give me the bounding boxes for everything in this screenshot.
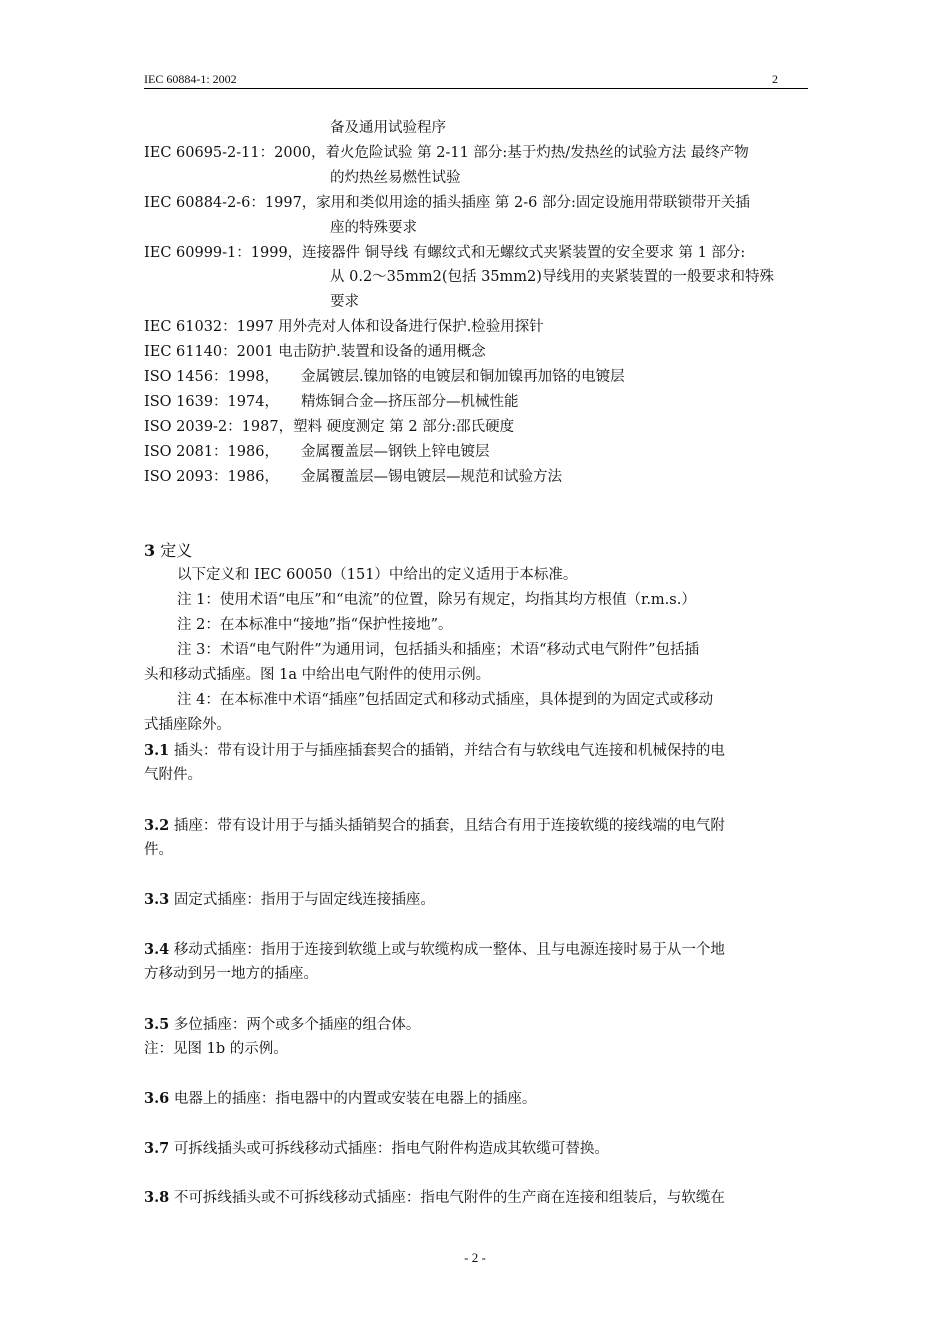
definition-3-4 bbox=[144, 937, 725, 963]
ref-line: 座的特殊要求 bbox=[330, 220, 417, 236]
running-header bbox=[144, 72, 808, 89]
definition-3-2-cont: 件。 bbox=[144, 842, 173, 858]
ref-title: 金属镀层.镍加铬的电镀层和铜加镍再加铬的电镀层 bbox=[300, 369, 625, 385]
definition-number: 3.3 bbox=[144, 891, 170, 908]
ref-line: IEC 60695-2-11：2000，着火危险试验 第 2-11 部分:基于灼热/发热丝的试验方法 最终产物 bbox=[144, 145, 749, 161]
definition-3-8 bbox=[144, 1185, 725, 1211]
definition-3-7 bbox=[144, 1136, 609, 1162]
note-3-cont: 头和移动式插座。图 1a 中给出电气附件的使用示例。 bbox=[144, 667, 491, 683]
definition-number: 3.6 bbox=[144, 1090, 170, 1107]
ref-code: ISO 1639：1974， bbox=[144, 394, 279, 410]
note-2: 注 2：在本标准中“接地”指“保护性接地”。 bbox=[177, 617, 453, 633]
header-page-number: 2 bbox=[772, 72, 778, 86]
ref-line: 要求 bbox=[330, 294, 359, 310]
note-4-cont: 式插座除外。 bbox=[144, 717, 231, 733]
ref-title: 金属覆盖层—锡电镀层—规范和试验方法 bbox=[300, 469, 562, 485]
definition-3-1-cont: 气附件。 bbox=[144, 767, 202, 783]
page-footer: - 2 - bbox=[464, 1250, 486, 1265]
definition-text: 多位插座：两个或多个插座的组合体。 bbox=[169, 1017, 421, 1033]
ref-line bbox=[144, 365, 625, 390]
definition-text: 插座：带有设计用于与插头插销契合的插套，且结合有用于连接软缆的接线端的电气附 bbox=[169, 818, 725, 834]
note-1: 注 1：使用术语“电压”和“电流”的位置，除另有规定，均指其均方根值（r.m.s.） bbox=[177, 592, 696, 608]
definition-3-1 bbox=[144, 738, 725, 764]
definition-number: 3.8 bbox=[144, 1189, 170, 1206]
definition-text: 不可拆线插头或不可拆线移动式插座：指电气附件的生产商在连接和组装后，与软缆在 bbox=[169, 1190, 725, 1206]
section-number: 3 bbox=[144, 541, 156, 560]
definition-text: 插头：带有设计用于与插座插套契合的插销，并结合有与软线电气连接和机械保持的电 bbox=[169, 743, 725, 759]
definition-3-4-cont: 方移动到另一地方的插座。 bbox=[144, 966, 318, 982]
header-standard-id: IEC 60884-1: 2002 bbox=[144, 72, 237, 86]
ref-line: IEC 60884-2-6：1997，家用和类似用途的插头插座 第 2-6 部分:固定设施用带联锁带开关插 bbox=[144, 195, 750, 211]
definition-number: 3.5 bbox=[144, 1016, 170, 1033]
ref-line: IEC 61140：2001 电击防护.装置和设备的通用概念 bbox=[144, 344, 486, 360]
definition-text: 电器上的插座：指电器中的内置或安装在电器上的插座。 bbox=[169, 1091, 537, 1107]
definition-number: 3.4 bbox=[144, 941, 170, 958]
ref-line bbox=[144, 465, 562, 490]
ref-code: ISO 2081：1986， bbox=[144, 444, 279, 460]
definition-3-5-note: 注：见图 1b 的示例。 bbox=[144, 1041, 288, 1057]
definition-3-3 bbox=[144, 887, 435, 913]
ref-line: ISO 2039-2：1987，塑料 硬度测定 第 2 部分:邵氏硬度 bbox=[144, 419, 515, 435]
section-heading bbox=[144, 538, 192, 563]
ref-code: ISO 1456：1998， bbox=[144, 369, 279, 385]
ref-line: IEC 61032：1997 用外壳对人体和设备进行保护.检验用探针 bbox=[144, 319, 544, 335]
definition-3-6 bbox=[144, 1086, 536, 1112]
ref-line: 从 0.2～35mm2(包括 35mm2)导线用的夹紧装置的一般要求和特殊 bbox=[330, 269, 774, 285]
definition-3-5 bbox=[144, 1012, 420, 1038]
ref-line bbox=[144, 440, 489, 465]
definition-text: 可拆线插头或可拆线移动式插座：指电气附件构造成其软缆可替换。 bbox=[169, 1141, 609, 1157]
ref-line: 备及通用试验程序 bbox=[330, 120, 446, 136]
definition-text: 固定式插座：指用于与固定线连接插座。 bbox=[169, 892, 435, 908]
ref-code: ISO 2093：1986， bbox=[144, 469, 279, 485]
section-title: 定义 bbox=[160, 541, 193, 560]
ref-line: IEC 60999-1：1999，连接器件 铜导线 有螺纹式和无螺纹式夹紧装置的安全要求 第 1 部分: bbox=[144, 245, 746, 261]
definition-text: 移动式插座：指用于连接到软缆上或与软缆构成一整体、且与电源连接时易于从一个地 bbox=[169, 942, 725, 958]
note-4: 注 4：在本标准中术语“插座”包括固定式和移动式插座，具体提到的为固定式或移动 bbox=[177, 692, 714, 708]
intro-paragraph: 以下定义和 IEC 60050（151）中给出的定义适用于本标准。 bbox=[177, 567, 578, 583]
definition-3-2 bbox=[144, 813, 725, 839]
note-3: 注 3：术语“电气附件”为通用词，包括插头和插座；术语“移动式电气附件”包括插 bbox=[177, 642, 699, 658]
definition-number: 3.1 bbox=[144, 742, 170, 759]
definition-number: 3.2 bbox=[144, 817, 170, 834]
ref-line: 的灼热丝易燃性试验 bbox=[330, 170, 461, 186]
ref-title: 金属覆盖层—钢铁上锌电镀层 bbox=[300, 444, 490, 460]
definition-number: 3.7 bbox=[144, 1140, 170, 1157]
ref-line bbox=[144, 390, 518, 415]
ref-title: 精炼铜合金—挤压部分—机械性能 bbox=[300, 394, 519, 410]
